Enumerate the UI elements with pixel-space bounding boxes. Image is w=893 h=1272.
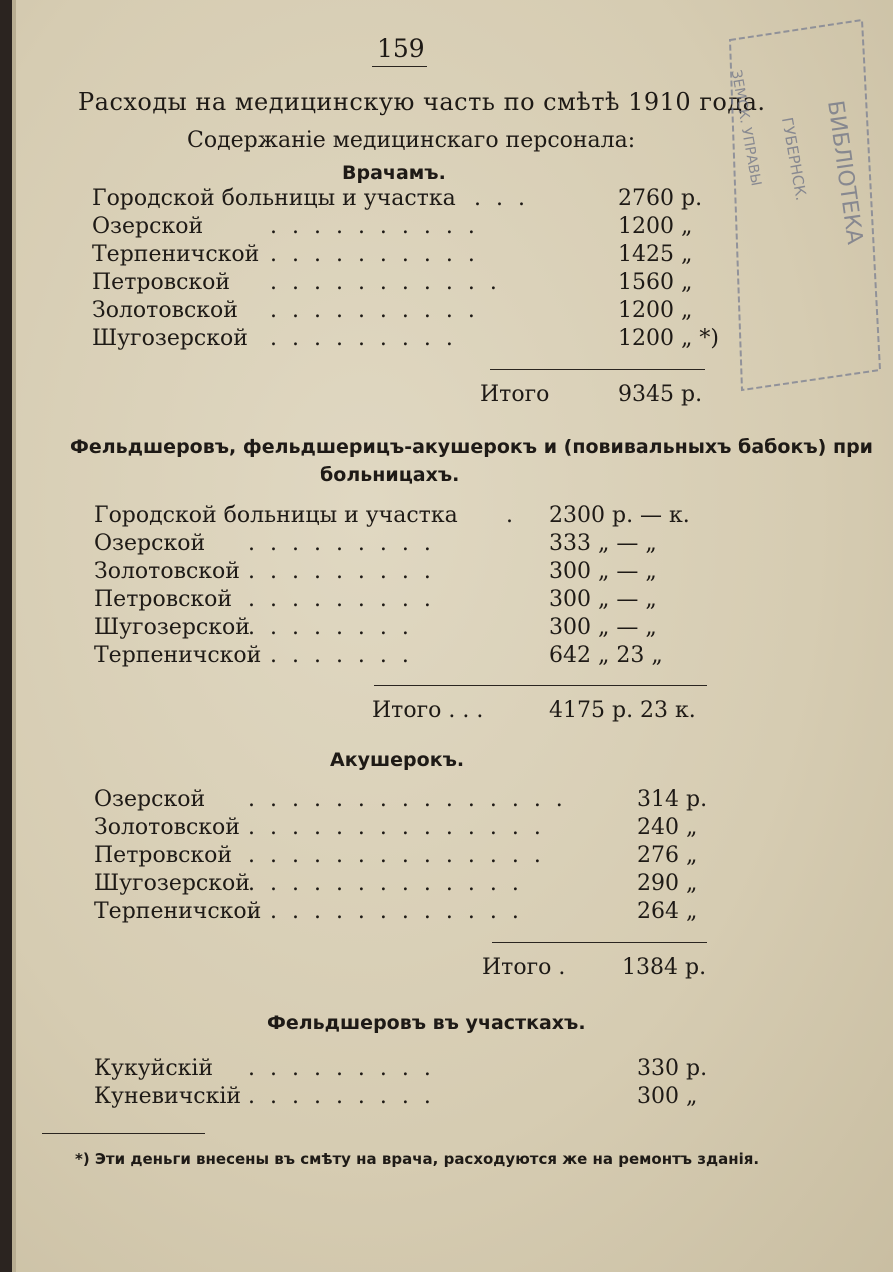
- midwives-row-name: Озерской: [94, 787, 206, 812]
- midwives-row-name: Золотовской: [94, 815, 240, 840]
- feldshers-row-leader-dots: . . . . . . . . .: [248, 531, 435, 556]
- doctors-row-name: Озерской: [92, 214, 204, 239]
- stamp-line2: ГУБЕРНСК.: [777, 115, 811, 203]
- midwives-row-amount: 314 р.: [637, 787, 708, 812]
- stamp-line1: БИБЛІОТЕКА: [822, 98, 867, 247]
- district-row-amount: 330 р.: [637, 1056, 708, 1081]
- page-number: 159: [377, 34, 425, 63]
- doctors-row-name: Петровской: [92, 270, 231, 295]
- doctors-row-leader-dots: . . . . . . . . . . .: [270, 270, 501, 295]
- feldshers-total-value: 4175 р. 23 к.: [549, 698, 696, 723]
- feldshers-row-name: Шугозерской: [94, 615, 250, 640]
- district-row-leader-dots: . . . . . . . . .: [248, 1084, 435, 1109]
- midwives-row-amount: 276 „: [637, 843, 698, 868]
- feldshers-row-amount: 300 „ — „: [549, 559, 657, 584]
- doctors-row-amount: 2760 р.: [618, 186, 703, 211]
- stamp-line3: ЗЕМСК. УПРАВЫ: [727, 68, 764, 188]
- doctors-row-amount: 1200 „ *): [618, 326, 719, 351]
- doctors-row-name: Шугозерской: [92, 326, 248, 351]
- feldshers-row-name: Петровской: [94, 587, 233, 612]
- doctors-row-name: Золотовской: [92, 298, 238, 323]
- district-row-amount: 300 „: [637, 1084, 698, 1109]
- midwives-heading: Акушерокъ.: [330, 749, 465, 771]
- feldshers-row-name: Городской больницы и участка: [94, 503, 458, 528]
- doctors-row-amount: 1560 „: [618, 270, 693, 295]
- district-row-name: Куневичскій: [94, 1084, 242, 1109]
- doctors-total-rule: [490, 369, 705, 370]
- document-page: [12, 0, 893, 1272]
- doctors-row-leader-dots: . . . . . . . . . .: [270, 242, 479, 267]
- footnote-rule: [42, 1133, 205, 1134]
- feldshers-heading-line2: больницахъ.: [320, 464, 460, 486]
- midwives-row-name: Шугозерской: [94, 871, 250, 896]
- feldshers-row-amount: 300 „ — „: [549, 587, 657, 612]
- feldshers-total-label: Итого . . .: [372, 698, 484, 723]
- midwives-row-name: Петровской: [94, 843, 233, 868]
- doctors-row-name: Терпеничской: [92, 242, 260, 267]
- doctors-row-leader-dots: . . .: [474, 186, 529, 211]
- feldshers-row-name: Озерской: [94, 531, 206, 556]
- doctors-row-amount: 1425 „: [618, 242, 693, 267]
- midwives-row-amount: 290 „: [637, 871, 698, 896]
- doctors-row-leader-dots: . . . . . . . . .: [270, 326, 457, 351]
- doctors-row-leader-dots: . . . . . . . . . .: [270, 298, 479, 323]
- feldshers-row-leader-dots: . . . . . . . . .: [248, 587, 435, 612]
- midwives-row-amount: 240 „: [637, 815, 698, 840]
- document-title: Расходы на медицинскую часть по смѣтѣ 1910 года.: [78, 88, 766, 116]
- doctors-row-amount: 1200 „: [618, 298, 693, 323]
- feldshers-row-leader-dots: . . . . . . . .: [248, 615, 413, 640]
- feldshers-heading-line1: Фельдшеровъ, фельдшерицъ-акушерокъ и (повивальныхъ бабокъ) при: [70, 436, 873, 458]
- midwives-row-leader-dots: . . . . . . . . . . . . .: [248, 899, 523, 924]
- doctors-total-label: Итого: [480, 382, 550, 407]
- doctors-row-amount: 1200 „: [618, 214, 693, 239]
- midwives-row-leader-dots: . . . . . . . . . . . . . .: [248, 815, 545, 840]
- midwives-row-leader-dots: . . . . . . . . . . . . . . .: [248, 787, 567, 812]
- feldshers-row-amount: 642 „ 23 „: [549, 643, 663, 668]
- district-row-name: Кукуйскій: [94, 1056, 214, 1081]
- feldshers-row-leader-dots: . . . . . . . . .: [248, 559, 435, 584]
- doctors-total-value: 9345 р.: [618, 382, 703, 407]
- document-subtitle: Содержаніе медицинскаго персонала:: [187, 128, 636, 153]
- midwives-row-name: Терпеничской: [94, 899, 262, 924]
- midwives-total-label: Итого .: [482, 955, 566, 980]
- feldshers-row-amount: 300 „ — „: [549, 615, 657, 640]
- midwives-row-leader-dots: . . . . . . . . . . . . . .: [248, 843, 545, 868]
- feldshers-row-leader-dots: .: [506, 503, 517, 528]
- midwives-total-rule: [492, 942, 707, 943]
- doctors-heading: Врачамъ.: [342, 162, 446, 184]
- midwives-row-amount: 264 „: [637, 899, 698, 924]
- footnote: *) Эти деньги внесены въ смѣту на врача, расходуются же на ремонтъ зданія.: [75, 1150, 760, 1168]
- doctors-row-leader-dots: . . . . . . . . . .: [270, 214, 479, 239]
- page-edge: [12, 0, 16, 1272]
- doctors-row-name: Городской больницы и участка: [92, 186, 456, 211]
- library-stamp: [712, 0, 893, 400]
- district-feldshers-heading: Фельдшеровъ въ участкахъ.: [267, 1012, 586, 1034]
- midwives-row-leader-dots: . . . . . . . . . . . . .: [248, 871, 523, 896]
- feldshers-row-amount: 2300 р. — к.: [549, 503, 690, 528]
- feldshers-row-name: Золотовской: [94, 559, 240, 584]
- midwives-total-value: 1384 р.: [622, 955, 707, 980]
- feldshers-row-amount: 333 „ — „: [549, 531, 657, 556]
- page-number-rule: [372, 66, 427, 67]
- feldshers-total-rule: [374, 685, 707, 686]
- feldshers-row-name: Терпеничской: [94, 643, 262, 668]
- feldshers-row-leader-dots: . . . . . . . .: [248, 643, 413, 668]
- district-row-leader-dots: . . . . . . . . .: [248, 1056, 435, 1081]
